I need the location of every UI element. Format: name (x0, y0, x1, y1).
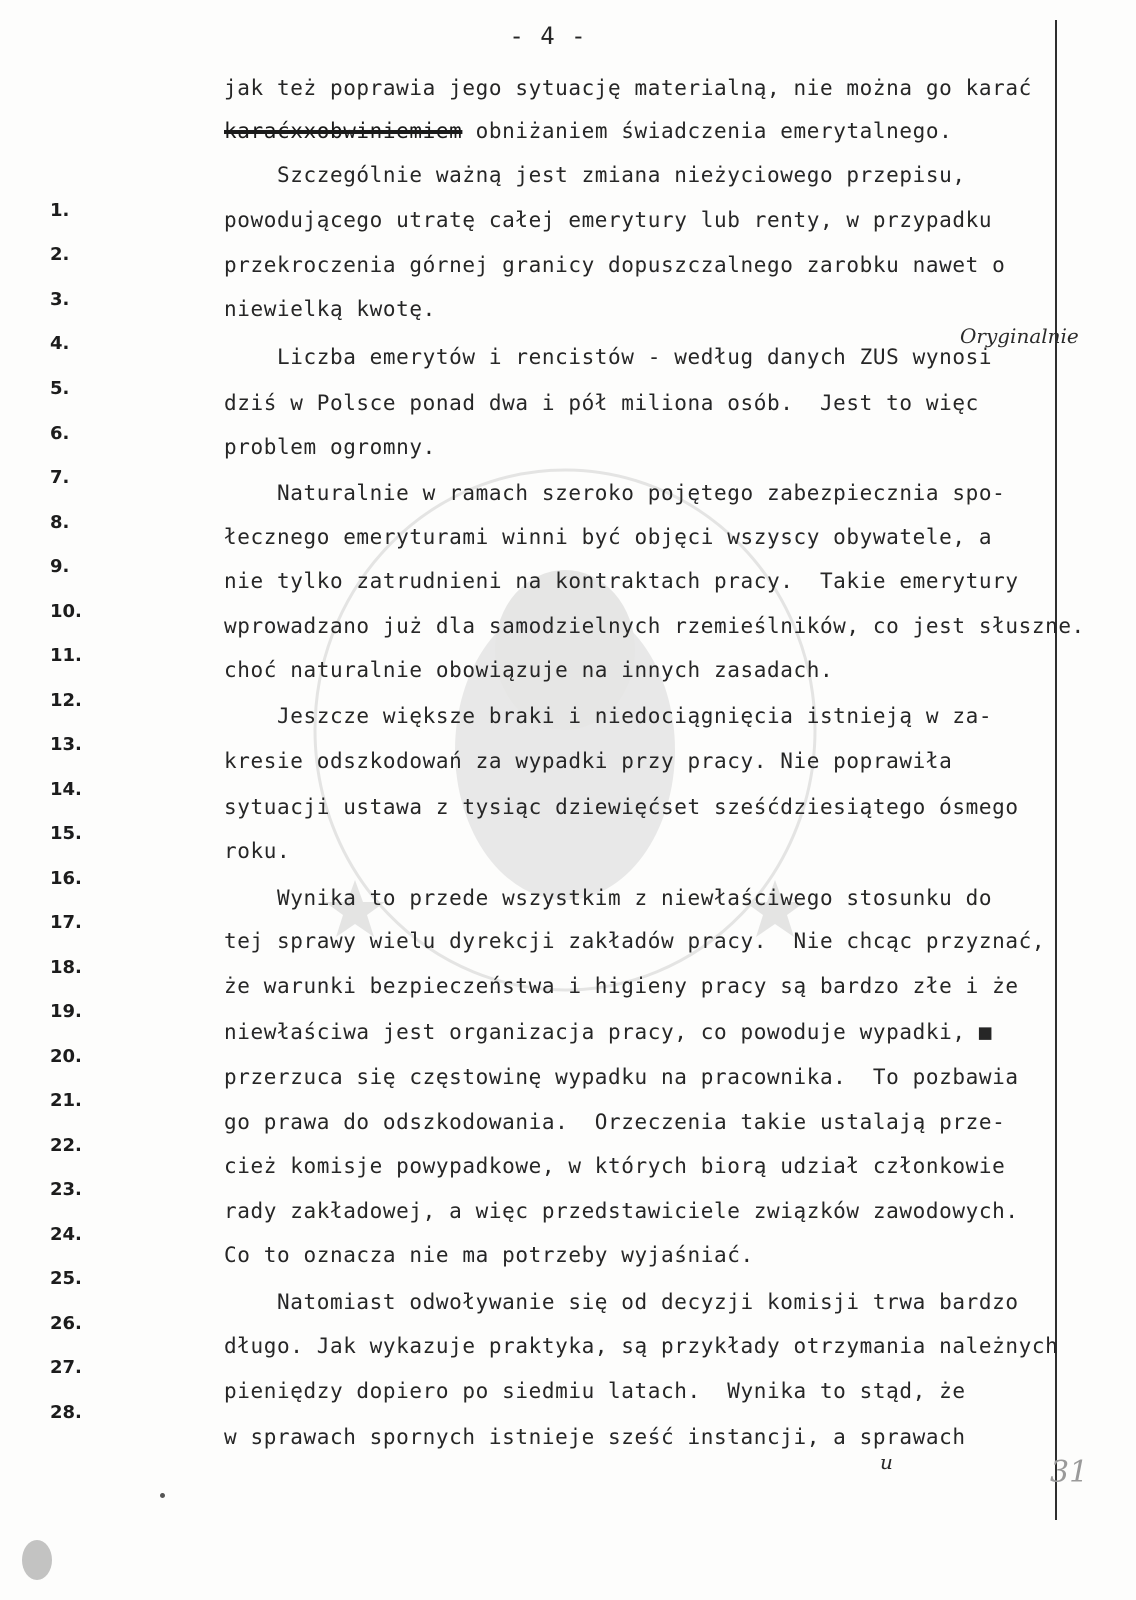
line-number: 25. (50, 1268, 82, 1289)
margin-rule (1055, 20, 1057, 1520)
line-number: 13. (50, 734, 82, 755)
text-line (224, 613, 1085, 639)
text-line (224, 524, 992, 550)
line-number: 18. (50, 957, 82, 978)
line-number: 3. (50, 289, 70, 310)
text-segment: roku. (224, 839, 291, 863)
text-segment: pieniędzy dopiero po siedmiu latach. Wynika to stąd, że (224, 1379, 966, 1403)
page-number: - 4 - (509, 22, 587, 50)
text-segment: niewłaściwa jest organizacja pracy, co powoduje wypadki, ■ (224, 1020, 993, 1044)
line-number: 23. (50, 1179, 82, 1200)
handwritten-annotation: Oryginalnie (960, 324, 1079, 348)
text-segment: długo. Jak wykazuje praktyka, są przykłady otrzymania należnych (224, 1334, 1059, 1358)
text-segment: Naturalnie w ramach szeroko pojętego zabezpiecznia spo- (224, 481, 1006, 505)
line-number: 2. (50, 244, 70, 265)
line-number: 12. (50, 690, 82, 711)
text-segment: go prawa do odszkodowania. Orzeczenia takie ustalają prze- (224, 1110, 1006, 1134)
text-segment: rady zakładowej, a więc przedstawiciele związków zawodowych. (224, 1199, 1019, 1223)
line-number: 28. (50, 1402, 82, 1423)
text-segment: że warunki bezpieczeństwa i higieny pracy są bardzo złe i że (224, 974, 1019, 998)
text-line (224, 885, 992, 911)
text-segment: nie tylko zatrudnieni na kontraktach pracy. Takie emerytury (224, 569, 1019, 593)
text-line (224, 838, 290, 864)
text-line (224, 928, 1045, 954)
text-segment: w sprawach spornych istnieje sześć instancji, a sprawach (224, 1425, 966, 1449)
line-number: 27. (50, 1357, 82, 1378)
text-line (224, 794, 1019, 820)
line-number: 15. (50, 823, 82, 844)
text-line (224, 1242, 754, 1268)
line-number: 19. (50, 1001, 82, 1022)
text-segment: łecznego emeryturami winni być objęci wszyscy obywatele, a (224, 525, 993, 549)
text-segment: Jeszcze większe braki i niedociągnięcia istnieją w za- (224, 704, 993, 728)
text-line (224, 1378, 966, 1404)
line-number: 14. (50, 779, 82, 800)
text-segment: choć naturalnie obowiązuje na innych zasadach. (224, 658, 834, 682)
line-number: 26. (50, 1313, 82, 1334)
text-segment: Natomiast odwoływanie się od decyzji komisji trwa bardzo (224, 1290, 1019, 1314)
handwritten-insert: u (880, 1450, 893, 1474)
margin-line-numbers (0, 0, 120, 1600)
line-number: 22. (50, 1135, 82, 1156)
text-segment: dziś w Polsce ponad dwa i pół miliona osób. Jest to więc (224, 391, 979, 415)
text-line (224, 480, 1005, 506)
text-line (224, 568, 1019, 594)
line-number: 5. (50, 378, 70, 399)
text-segment: jak też poprawia jego sytuację materialną, nie można go karać (224, 76, 1032, 100)
text-segment: Co to oznacza nie ma potrzeby wyjaśniać. (224, 1243, 754, 1267)
text-line (224, 973, 1019, 999)
text-line (224, 1019, 992, 1045)
text-line (224, 344, 992, 370)
text-segment: tej sprawy wielu dyrekcji zakładów pracy. Nie chcąc przyznać, (224, 929, 1046, 953)
text-segment: Szczególnie ważną jest zmiana nieżyciowego przepisu, (224, 163, 966, 187)
text-line (224, 434, 436, 460)
folio-number: 31 (1050, 1455, 1089, 1490)
text-line (224, 207, 992, 233)
text-segment: cież komisje powypadkowe, w których biorą udział członkowie (224, 1154, 1006, 1178)
text-segment: niewielką kwotę. (224, 297, 436, 321)
text-segment: powodującego utratę całej emerytury lub renty, w przypadku (224, 208, 993, 232)
line-number: 8. (50, 512, 70, 533)
text-segment: problem ogromny. (224, 435, 436, 459)
line-number: 11. (50, 645, 82, 666)
text-line (224, 657, 833, 683)
text-line (224, 1109, 1005, 1135)
line-number: 9. (50, 556, 70, 577)
text-segment: Wynika to przede wszystkim z niewłaściwego stosunku do (224, 886, 993, 910)
text-line (224, 296, 436, 322)
line-number: 20. (50, 1046, 82, 1067)
line-number: 1. (50, 200, 70, 221)
text-line (224, 1153, 1005, 1179)
line-number: 21. (50, 1090, 82, 1111)
struck-through-text: karaćxxobwiniemiem (224, 119, 463, 143)
text-segment: obniżaniem świadczenia emerytalnego. (462, 119, 953, 143)
text-line (224, 75, 1032, 101)
line-number: 24. (50, 1224, 82, 1245)
text-line (224, 703, 992, 729)
text-line (224, 1424, 966, 1450)
text-segment: przekroczenia górnej granicy dopuszczalnego zarobku nawet o (224, 253, 1006, 277)
text-line (224, 118, 952, 144)
line-number: 16. (50, 868, 82, 889)
text-segment: sytuacji ustawa z tysiąc dziewięćset sześćdziesiątego ósmego (224, 795, 1019, 819)
text-line (224, 1289, 1019, 1315)
line-number: 17. (50, 912, 82, 933)
text-line (224, 162, 966, 188)
text-line (224, 1198, 1019, 1224)
line-number: 6. (50, 423, 70, 444)
text-segment: Liczba emerytów i rencistów - według danych ZUS wynosi (224, 345, 993, 369)
text-line (224, 1333, 1058, 1359)
line-number: 7. (50, 467, 70, 488)
text-line (224, 252, 1005, 278)
scan-speck (22, 1540, 52, 1580)
text-line (224, 1064, 1019, 1090)
text-line (224, 748, 952, 774)
line-number: 10. (50, 601, 82, 622)
text-segment: kresie odszkodowań za wypadki przy pracy. Nie poprawiła (224, 749, 953, 773)
text-segment: wprowadzano już dla samodzielnych rzemieślników, co jest słuszne. (224, 614, 1085, 638)
text-line (224, 390, 979, 416)
scan-speck (160, 1493, 165, 1498)
line-number: 4. (50, 333, 70, 354)
text-segment: przerzuca się częstowinę wypadku na pracownika. To pozbawia (224, 1065, 1019, 1089)
